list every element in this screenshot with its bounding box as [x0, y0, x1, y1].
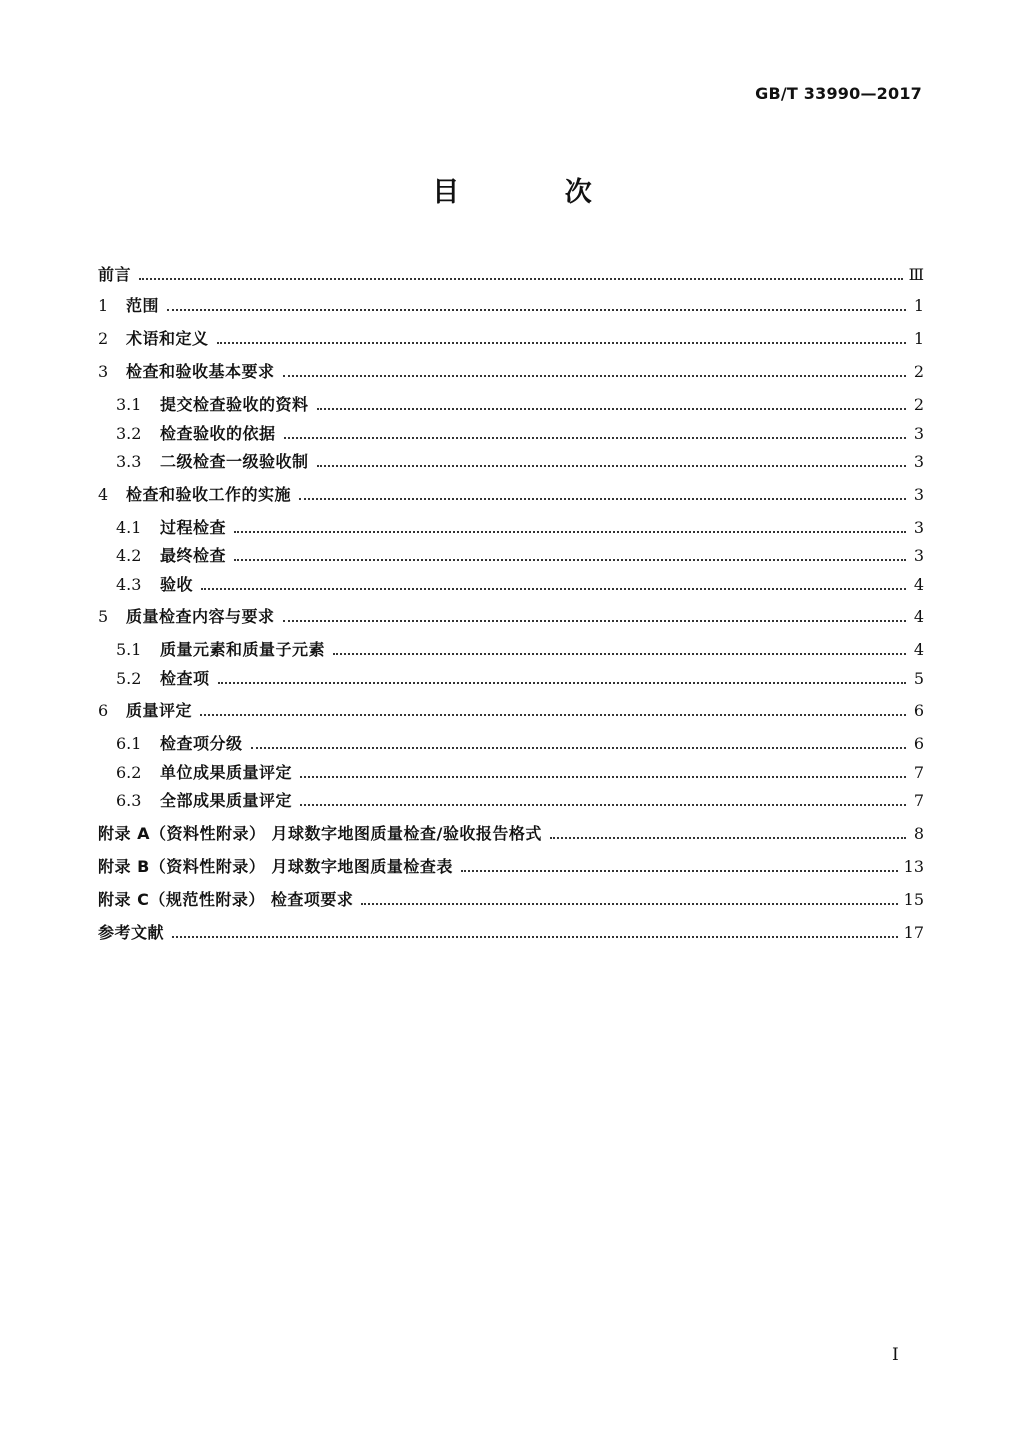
toc-entry-label: 验收: [160, 574, 194, 594]
toc-entry-label: 提交检查验收的资料: [160, 395, 309, 414]
toc-entry[interactable]: [98, 515, 924, 544]
dot-leader: [461, 870, 898, 872]
toc-entry-label: 单位成果质量评定: [160, 762, 293, 782]
toc-entry-page: 7: [913, 791, 924, 810]
toc-entry[interactable]: [98, 760, 924, 789]
toc-entry-number: 6.1: [116, 734, 142, 753]
toc-title: 目 次: [432, 177, 640, 208]
toc-entry-page: 17: [903, 922, 924, 942]
table-of-contents: [98, 262, 924, 953]
toc-entry-page: 4: [913, 607, 924, 626]
page-number: I: [892, 1345, 899, 1365]
toc-entry-page: 1: [913, 296, 924, 315]
toc-entry-page: 3: [913, 484, 924, 504]
dot-leader: [217, 342, 906, 344]
dot-leader: [218, 682, 906, 684]
toc-entry-number: 4.2: [116, 546, 142, 565]
toc-entry-number: 5: [98, 607, 109, 626]
toc-entry[interactable]: [98, 731, 924, 760]
toc-entry-label: 检查验收的依据: [160, 423, 276, 443]
toc-entry[interactable]: [98, 572, 924, 601]
toc-entry-label: 附录 C（规范性附录） 检查项要求: [98, 889, 354, 909]
toc-entry-label: 质量评定: [126, 701, 193, 720]
toc-entry-number: 4: [98, 484, 109, 504]
toc-entry-label: 检查和验收工作的实施: [126, 484, 292, 504]
toc-entry-number: 6.2: [116, 762, 142, 782]
dot-leader: [333, 653, 906, 655]
dot-leader: [251, 747, 906, 749]
dot-leader: [283, 375, 906, 377]
standard-code: GB/T 33990—2017: [755, 84, 922, 103]
toc-entry-label: 检查项: [160, 668, 210, 688]
toc-entry-page: 3: [913, 546, 924, 565]
toc-entry-label: 前言: [98, 265, 132, 284]
dot-leader: [234, 559, 906, 561]
toc-entry-number: 3.1: [116, 395, 142, 414]
toc-entry[interactable]: [98, 698, 924, 731]
toc-entry-label: 范围: [126, 296, 160, 315]
toc-entry[interactable]: [98, 482, 924, 515]
toc-entry[interactable]: [98, 421, 924, 450]
toc-entry-number: 5.1: [116, 640, 142, 659]
toc-entry-label: 术语和定义: [126, 329, 209, 348]
toc-entry-label: 二级检查一级验收制: [160, 452, 309, 471]
toc-entry[interactable]: [98, 920, 924, 953]
toc-entry-page: 8: [913, 823, 924, 843]
toc-entry[interactable]: [98, 887, 924, 920]
toc-entry-label: 参考文献: [98, 922, 165, 942]
toc-entry-number: 2: [98, 329, 109, 348]
dot-leader: [300, 776, 906, 778]
toc-entry-number: 1: [98, 296, 109, 315]
toc-entry-label: 附录 B（资料性附录） 月球数字地图质量检查表: [98, 856, 453, 876]
dot-leader: [284, 437, 906, 439]
toc-entry-page: 5: [913, 668, 924, 688]
toc-entry[interactable]: [98, 392, 924, 421]
toc-entry-label: 附录 A（资料性附录） 月球数字地图质量检查/验收报告格式: [98, 823, 542, 843]
toc-entry[interactable]: [98, 666, 924, 695]
toc-entry-page: 3: [913, 517, 924, 537]
toc-entry[interactable]: [98, 326, 924, 359]
toc-entry-page: 1: [913, 329, 924, 348]
toc-entry-page: 7: [913, 762, 924, 782]
toc-entry[interactable]: [98, 293, 924, 326]
toc-entry[interactable]: [98, 359, 924, 392]
toc-entry[interactable]: [98, 854, 924, 887]
toc-entry-number: 5.2: [116, 668, 142, 688]
toc-entry-number: 6.3: [116, 791, 142, 810]
toc-entry[interactable]: [98, 262, 924, 293]
dot-leader: [283, 620, 906, 622]
dot-leader: [317, 408, 906, 410]
toc-entry[interactable]: [98, 788, 924, 817]
toc-entry[interactable]: [98, 637, 924, 666]
dot-leader: [317, 465, 906, 467]
dot-leader: [300, 804, 906, 806]
toc-entry-page: 13: [903, 856, 924, 876]
dot-leader: [299, 498, 906, 500]
dot-leader: [201, 588, 906, 590]
toc-entry-label: 质量检查内容与要求: [126, 607, 275, 626]
toc-entry-page: 4: [913, 640, 924, 659]
toc-entry-page: 2: [913, 362, 924, 381]
toc-entry-label: 质量元素和质量子元素: [160, 640, 326, 659]
toc-entry-page: 3: [913, 452, 924, 471]
toc-entry-number: 4.1: [116, 517, 142, 537]
toc-entry-number: 6: [98, 701, 109, 720]
toc-entry-number: 3.2: [116, 423, 142, 443]
toc-entry[interactable]: [98, 821, 924, 854]
dot-leader: [550, 837, 906, 839]
toc-entry-number: 3: [98, 362, 109, 381]
toc-entry-label: 过程检查: [160, 517, 227, 537]
toc-entry[interactable]: [98, 449, 924, 478]
dot-leader: [361, 903, 897, 905]
toc-entry-page: 2: [913, 395, 924, 414]
toc-entry-label: 检查和验收基本要求: [126, 362, 275, 381]
dot-leader: [172, 936, 898, 938]
toc-entry-label: 全部成果质量评定: [160, 791, 293, 810]
toc-entry[interactable]: [98, 543, 924, 572]
dot-leader: [167, 309, 906, 311]
toc-entry-page: 4: [913, 574, 924, 594]
toc-entry-page: 15: [903, 889, 924, 909]
toc-entry-page: 3: [913, 423, 924, 443]
toc-entry-label: 检查项分级: [160, 734, 243, 753]
toc-entry-page: Ⅲ: [908, 265, 924, 284]
toc-entry[interactable]: [98, 604, 924, 637]
toc-entry-page: 6: [913, 734, 924, 753]
dot-leader: [200, 714, 906, 716]
toc-entry-page: 6: [913, 701, 924, 720]
toc-entry-number: 4.3: [116, 574, 142, 594]
toc-entry-label: 最终检查: [160, 546, 227, 565]
dot-leader: [139, 278, 903, 280]
dot-leader: [234, 531, 906, 533]
toc-entry-number: 3.3: [116, 452, 142, 471]
